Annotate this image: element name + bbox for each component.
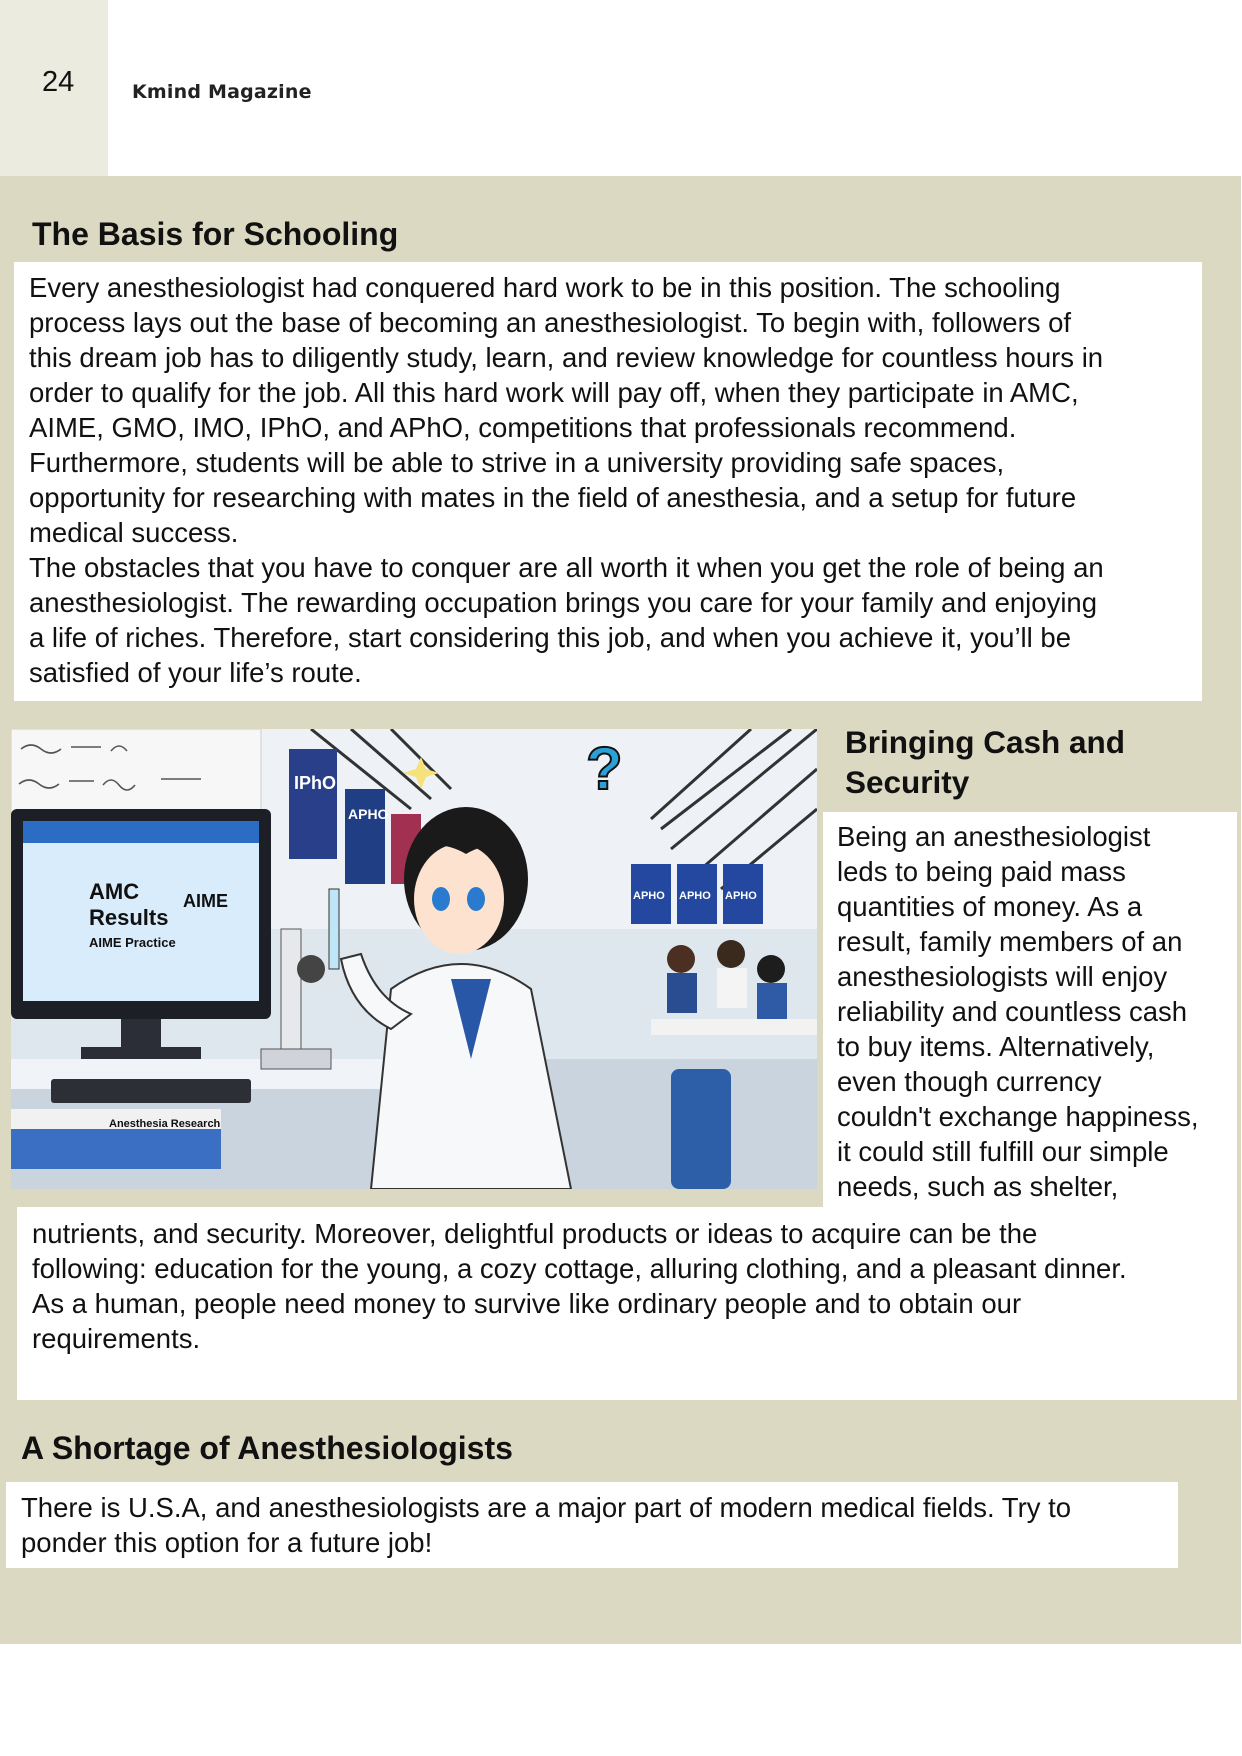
text-line: anesthesiologist. The rewarding occupation brings you care for your family and enjoying — [29, 587, 1098, 618]
monitor-aime: AIME — [183, 891, 228, 911]
magazine-name: Kmind Magazine — [132, 81, 312, 103]
text-line: to buy items. Alternatively, — [837, 1031, 1155, 1062]
lab-illustration — [11, 729, 817, 1189]
text-line: leds to being paid mass — [837, 856, 1126, 887]
page-number: 24 — [42, 66, 75, 98]
question-mark: ? — [586, 735, 623, 802]
poster-apho-text: APHO — [679, 890, 711, 902]
section-title-cash — [845, 722, 1125, 802]
text-line: satisfied of your life’s route. — [29, 657, 362, 688]
shortage-body — [21, 1490, 1171, 1560]
poster-apho-text: APHO — [725, 890, 757, 902]
text-line: There is U.S.A, and anesthesiologists are a major part of modern medical fields. Try to — [21, 1492, 1072, 1523]
text-line: anesthesiologists will enjoy — [837, 961, 1168, 992]
text-line: needs, such as shelter, — [837, 1171, 1119, 1202]
binder-label: Anesthesia Research — [109, 1118, 221, 1130]
text-line: The obstacles that you have to conquer are all worth it when you get the role of being an — [29, 552, 1104, 583]
text-line: requirements. — [32, 1323, 201, 1354]
text-line: process lays out the base of becoming an anesthesiologist. To begin with, followers of — [29, 307, 1072, 338]
text-line: nutrients, and security. Moreover, delightful products or ideas to acquire can be the — [32, 1218, 1038, 1249]
section-title-schooling: The Basis for Schooling — [32, 216, 399, 252]
text-line: it could still fulfill our simple — [837, 1136, 1169, 1167]
text-line: medical success. — [29, 517, 239, 548]
monitor-amc: AMC — [89, 879, 140, 904]
text-line: Every anesthesiologist had conquered hard work to be in this position. The schooling — [29, 272, 1061, 303]
section-title-shortage: A Shortage of Anesthesiologists — [21, 1430, 513, 1466]
text-line: this dream job has to diligently study, learn, and review knowledge for countless hours in — [29, 342, 1104, 373]
text-line: Being an anesthesiologist — [837, 821, 1151, 852]
monitor-results: Results — [89, 905, 169, 930]
text-line: quantities of money. As a — [837, 891, 1143, 922]
text-line: As a human, people need money to survive like ordinary people and to obtain our — [32, 1288, 1022, 1319]
monitor-aime-practice: AIME Practice — [89, 935, 176, 950]
text-line: reliability and countless cash — [837, 996, 1188, 1027]
text-line: AIME, GMO, IMO, IPhO, and APhO, competitions that professionals recommend. — [29, 412, 1017, 443]
text-line: couldn't exchange happiness, — [837, 1101, 1199, 1132]
section-title-line: Bringing Cash and — [845, 724, 1126, 760]
poster-apho-text: APHO — [348, 806, 389, 822]
text-line: ponder this option for a future job! — [21, 1527, 433, 1558]
cash-side-body — [837, 819, 1237, 1204]
text-line: Furthermore, students will be able to strive in a university providing safe spaces, — [29, 447, 1005, 478]
poster-apho-text: APHO — [633, 890, 665, 902]
text-line: opportunity for researching with mates in the field of anesthesia, and a setup for future — [29, 482, 1077, 513]
text-line: even though currency — [837, 1066, 1102, 1097]
text-line: a life of riches. Therefore, start considering this job, and when you achieve it, you’ll be — [29, 622, 1072, 653]
text-line: result, family members of an — [837, 926, 1183, 957]
text-line: following: education for the young, a cozy cottage, alluring clothing, and a pleasant dinner. — [32, 1253, 1127, 1284]
text-line: order to qualify for the job. All this hard work will pay off, when they participate in AMC, — [29, 377, 1079, 408]
poster-ipho-text: IPhO — [294, 773, 337, 793]
cash-full-body — [32, 1216, 1232, 1356]
section-title-line: Security — [845, 764, 970, 800]
schooling-body — [29, 270, 1201, 690]
